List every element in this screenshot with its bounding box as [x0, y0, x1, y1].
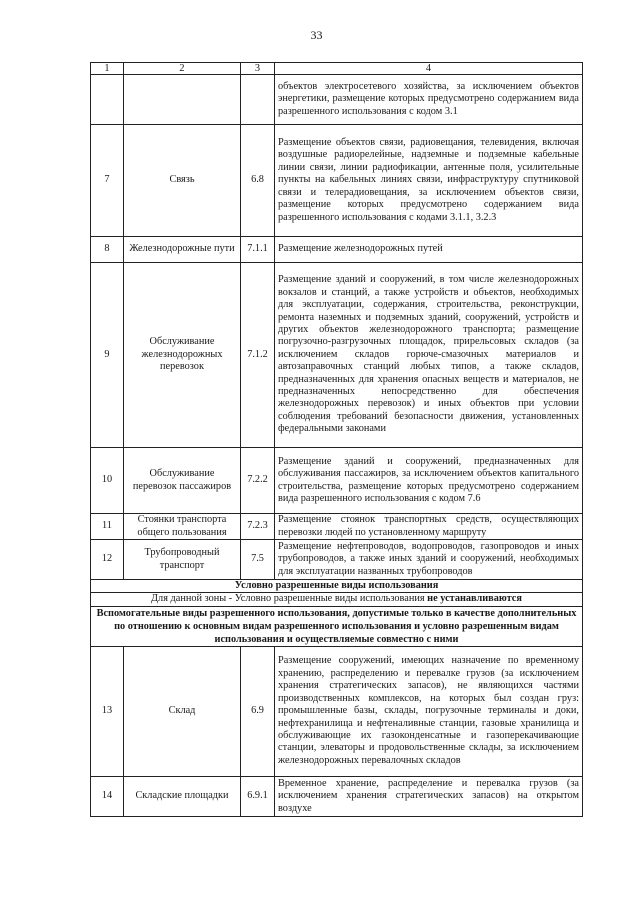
table-row — [91, 237, 583, 263]
conditional-note-bold: не устанавливаются — [427, 593, 522, 605]
table-row-continuation — [91, 75, 583, 125]
table-header-row — [91, 63, 583, 75]
page-number: 33 — [310, 28, 323, 42]
row-number: 11 — [91, 514, 124, 540]
use-name: Связь — [124, 125, 241, 237]
table-row — [91, 646, 583, 776]
use-code: 6.9 — [241, 646, 275, 776]
use-name: Обслуживание железнодорожных перевозок — [124, 263, 241, 448]
continuation-description: объектов электросетевого хозяйства, за исключением объектов энергетики, размещение которых предусмотрено содержанием вида разрешенного использования с кодом 3.1 — [275, 75, 583, 125]
row-number: 7 — [91, 125, 124, 237]
use-code: 7.5 — [241, 540, 275, 580]
row-number: 13 — [91, 646, 124, 776]
use-code: 7.1.1 — [241, 237, 275, 263]
use-name: Стоянки транспорта общего пользования — [124, 514, 241, 540]
use-description: Размещение железнодорожных путей — [275, 237, 583, 263]
row-number: 12 — [91, 540, 124, 580]
conditional-note-text: Для данной зоны - Условно разрешенные виды использования — [151, 593, 425, 605]
land-use-table — [90, 62, 583, 817]
use-name: Железнодорожные пути — [124, 237, 241, 263]
use-name: Обслуживание перевозок пассажиров — [124, 448, 241, 514]
section-heading-row — [91, 606, 583, 646]
auxiliary-uses-heading: Вспомогательные виды разрешенного использования, допустимые только в качестве дополнительных по отношению к основным видам разрешенного использования и условно разрешенным видам использования и осуществляемые совместно с ними — [91, 606, 583, 646]
use-description: Размещение зданий и сооружений, предназначенных для обслуживания пассажиров, за исключением объектов капитального строительства, размещение которых предусмотрено содержанием вида разрешенного использования с кодом 7.6 — [275, 448, 583, 514]
use-description: Временное хранение, распределение и перевалка грузов (за исключением хранения стратегических запасов) на открытом воздухе — [275, 776, 583, 816]
header-col-1: 1 — [91, 63, 124, 75]
use-code: 7.2.3 — [241, 514, 275, 540]
header-col-4: 4 — [275, 63, 583, 75]
section-heading-row — [91, 580, 583, 593]
use-code: 6.8 — [241, 125, 275, 237]
row-number: 10 — [91, 448, 124, 514]
row-number: 14 — [91, 776, 124, 816]
table-row — [91, 540, 583, 580]
use-description: Размещение зданий и сооружений, в том числе железнодорожных вокзалов и станций, а также устройств и объектов, необходимых для эксплуатации, содержания, строительства, реконструкции, ремонта наземных и подземных зданий, сооружений, устройств и других объектов железнодорожного транспорта; размещение погрузочно-разгрузочных площадок, прирельсовых складов (за исключением складов горюче-смазочных материалов и автозаправочных станций любых типов, а также складов, предназначенных для хранения опасных веществ и материалов, не предназначенных непосредственно для обеспечения железнодорожных перевозок) и иных объектов при условии соблюдения требований безопасности движения, установленных федеральными законами — [275, 263, 583, 448]
use-description: Размещение сооружений, имеющих назначение по временному хранению, распределению и перевалке грузов (за исключением хранения стратегических запасов), не являющихся частями производственных комплексов, на которых был создан груз: промышленные базы, склады, погрузочные терминалы и доки, нефтехранилища и нефтеналивные станции, газовые хранилища и обслуживающие их газоконденсатные и газоперекачивающие станции, элеваторы и продовольственные склады, за исключением железнодорожных перевалочных складов — [275, 646, 583, 776]
table-row — [91, 776, 583, 816]
use-description: Размещение стоянок транспортных средств, осуществляющих перевозки людей по установленному маршруту — [275, 514, 583, 540]
row-number: 8 — [91, 237, 124, 263]
section-note-row — [91, 593, 583, 606]
table-row — [91, 514, 583, 540]
use-name: Складские площадки — [124, 776, 241, 816]
table-row — [91, 263, 583, 448]
table-row — [91, 125, 583, 237]
use-name: Трубопроводный транспорт — [124, 540, 241, 580]
header-col-3: 3 — [241, 63, 275, 75]
use-code: 7.2.2 — [241, 448, 275, 514]
row-number: 9 — [91, 263, 124, 448]
use-name: Склад — [124, 646, 241, 776]
conditional-uses-note — [91, 593, 583, 606]
conditional-uses-heading: Условно разрешенные виды использования — [91, 580, 583, 593]
use-description: Размещение объектов связи, радиовещания, телевидения, включая воздушные радиорелейные, надземные и подземные кабельные линии связи, линии радиофикации, антенные поля, усилительные пункты на кабельных линиях связи, инфраструктуру спутниковой связи и телерадиовещания, за исключением объектов связи, размещение которых предусмотрено содержанием вида разрешенного использования с кодами 3.1.1, 3.2.3 — [275, 125, 583, 237]
use-code: 7.1.2 — [241, 263, 275, 448]
use-description: Размещение нефтепроводов, водопроводов, газопроводов и иных трубопроводов, а также иных зданий и сооружений, необходимых для эксплуатации названных трубопроводов — [275, 540, 583, 580]
use-code: 6.9.1 — [241, 776, 275, 816]
header-col-2: 2 — [124, 63, 241, 75]
table-row — [91, 448, 583, 514]
